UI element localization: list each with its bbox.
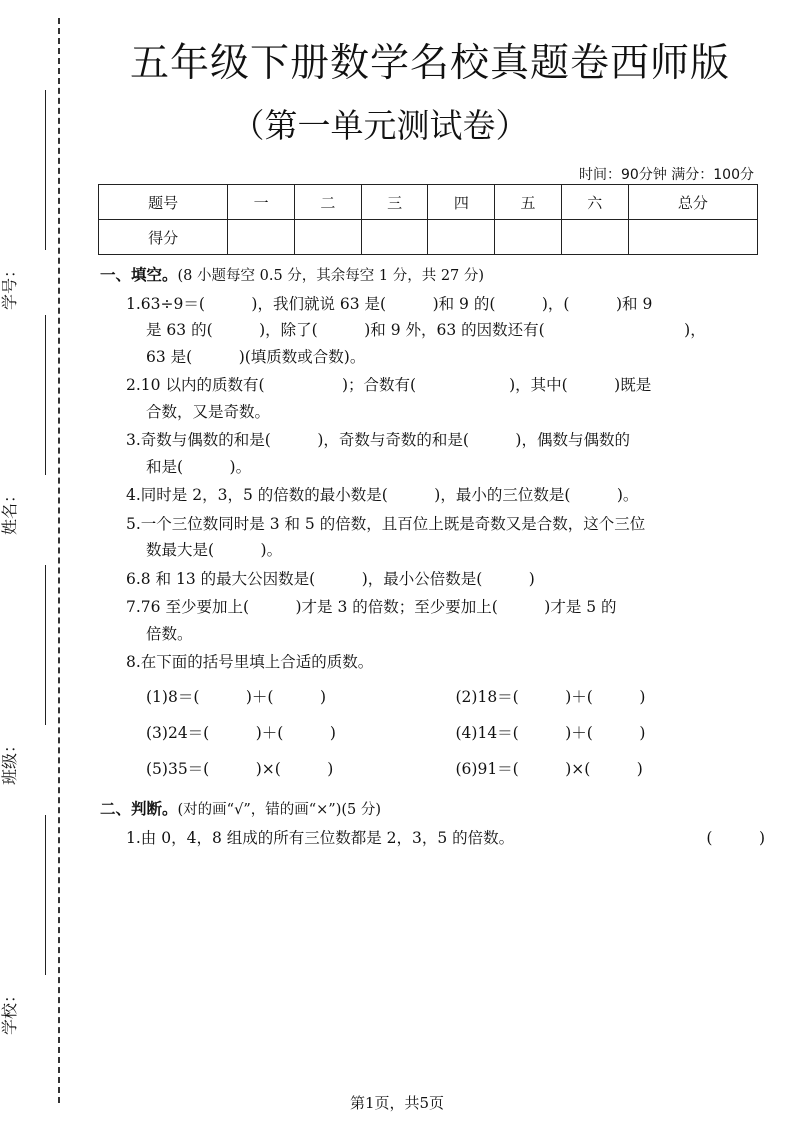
section-2-title: 二、判断。 — [100, 799, 178, 818]
question-line: 和是( )。 — [146, 457, 252, 476]
header-cell: 五 — [495, 185, 562, 220]
question-7 — [126, 596, 765, 645]
header-cell: 三 — [361, 185, 428, 220]
section-1-title: 一、填空。 — [100, 266, 178, 284]
question-line: 63 是( )(填质数或合数)。 — [146, 347, 366, 366]
item: (1)8＝( )＋( ) — [146, 688, 327, 707]
question-line: 7.76 至少要加上( )才是 3 的倍数；至少要加上( )才是 5 的 — [126, 598, 617, 617]
section-1-note: (8 小题每空 0.5 分，其余每空 1 分，共 27 分) — [177, 268, 485, 284]
time-info: 时间：90分钟 满分：100分 — [579, 167, 754, 183]
school-label: 学校： — [0, 986, 19, 1035]
score-cell[interactable] — [228, 220, 295, 255]
name-underline — [45, 315, 46, 475]
item: (5)35＝( )×( ) — [146, 760, 334, 779]
question-2 — [126, 374, 765, 423]
score-cell[interactable] — [428, 220, 495, 255]
question-3 — [126, 429, 765, 478]
item-row — [146, 680, 765, 716]
question-line: 6.8 和 13 的最大公因数是( )，最小公倍数是( ) — [126, 569, 535, 588]
score-cell[interactable] — [495, 220, 562, 255]
question-6 — [126, 568, 765, 590]
class-label: 班级： — [0, 736, 19, 785]
question-line: 2.10 以内的质数有( )；合数有( )，其中( )既是 — [126, 376, 652, 395]
item: (6)91＝( )×( ) — [455, 760, 643, 779]
header-cell: 题号 — [99, 185, 228, 220]
header-cell: 四 — [428, 185, 495, 220]
score-table — [98, 184, 758, 255]
name-field[interactable] — [0, 315, 52, 545]
question-1 — [126, 293, 765, 368]
question-5 — [126, 513, 765, 562]
question-line: 数最大是( )。 — [146, 541, 283, 560]
item-row — [146, 716, 765, 752]
binding-strip — [0, 0, 70, 1123]
judge-question-1 — [126, 827, 765, 849]
header-cell: 六 — [561, 185, 628, 220]
score-header-row — [99, 185, 758, 220]
student-id-label: 学号： — [0, 261, 19, 310]
page-number: 第1页，共5页 — [349, 1094, 445, 1112]
question-line: 是 63 的( )，除了( )和 9 外，63 的因数还有( )， — [146, 321, 706, 340]
exam-content — [100, 264, 765, 849]
page-title: 五年级下册数学名校真题卷西师版 — [129, 41, 730, 86]
item: (3)24＝( )＋( ) — [146, 724, 336, 743]
question-line: 5.一个三位数同时是 3 和 5 的倍数，且百位上既是奇数又是合数，这个三位 — [126, 514, 646, 533]
score-row — [99, 220, 758, 255]
student-id-underline — [45, 90, 46, 250]
score-cell[interactable] — [294, 220, 361, 255]
page-subtitle: （第一单元测试卷） — [231, 106, 529, 145]
score-cell[interactable] — [628, 220, 757, 255]
item-row — [146, 752, 765, 788]
section-2-heading — [100, 798, 765, 821]
name-label: 姓名： — [0, 486, 19, 535]
cut-line — [58, 18, 60, 1103]
question-4 — [126, 484, 765, 506]
section-1-heading — [100, 264, 765, 287]
question-8-items — [146, 680, 765, 788]
section-2-note: (对的画“√”，错的画“×”)(5 分) — [177, 801, 382, 818]
question-line: 8.在下面的括号里填上合适的质数。 — [126, 653, 374, 672]
class-field[interactable] — [0, 565, 52, 795]
question-line: 倍数。 — [146, 624, 193, 643]
judge-text: 1.由 0，4，8 组成的所有三位数都是 2，3，5 的倍数。 — [126, 828, 515, 847]
score-cell[interactable] — [361, 220, 428, 255]
question-line: 1.63÷9＝( )，我们就说 63 是( )和 9 的( )，( )和 9 — [126, 295, 653, 314]
school-field[interactable] — [0, 815, 52, 1045]
question-8 — [126, 651, 765, 673]
student-id-field[interactable] — [0, 90, 52, 320]
question-line: 4.同时是 2，3，5 的倍数的最小数是( )，最小的三位数是( )。 — [126, 486, 639, 505]
item: (2)18＝( )＋( ) — [455, 688, 646, 707]
score-row-label: 得分 — [99, 220, 228, 255]
question-line: 合数，又是奇数。 — [146, 402, 271, 421]
score-cell[interactable] — [561, 220, 628, 255]
item: (4)14＝( )＋( ) — [455, 724, 646, 743]
header-cell: 总分 — [628, 185, 757, 220]
class-underline — [45, 565, 46, 725]
school-underline — [45, 815, 46, 975]
judge-answer-blank[interactable]: ( ) — [706, 828, 765, 847]
question-line: 3.奇数与偶数的和是( )，奇数与奇数的和是( )，偶数与偶数的 — [126, 431, 630, 450]
header-cell: 一 — [228, 185, 295, 220]
header-cell: 二 — [294, 185, 361, 220]
